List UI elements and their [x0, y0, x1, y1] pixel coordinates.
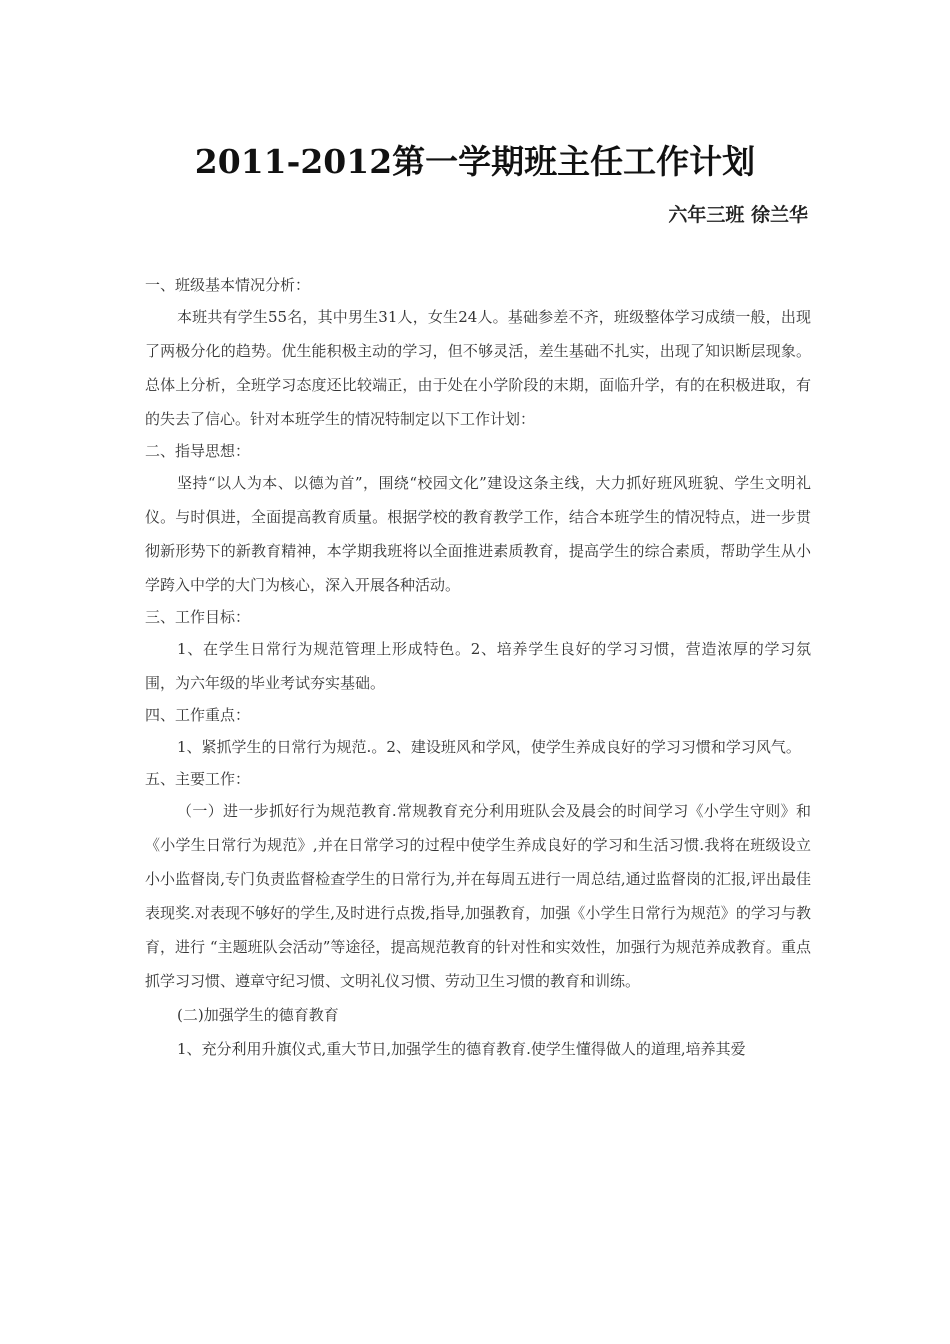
- section-heading: 二、指导思想：: [145, 442, 251, 460]
- document-author: 六年三班 徐兰华: [668, 204, 808, 226]
- paragraph: （一）进一步抓好行为规范教育.常规教育充分利用班队会及晨会的时间学习《小学生守则》和《小学生日常行为规范》,并在日常学习的过程中使学生养成良好的学习和生活习惯.我将在班级设立小小监督岗,专门负责监督检查学生的日常行为,并在每周五进行一周总结,通过监督岗的汇报,评出最佳表现奖.对表现不够好的学生,及时进行点拨,指导,加强教育，加强《小学生日常行为规范》的学习与教育，进行 “主题班队会活动”等途径，提高规范教育的针对性和实效性，加强行为规范养成教育。重点抓学习习惯、遵章守纪习惯、文明礼仪习惯、劳动卫生习惯的教育和训练。: [145, 802, 811, 990]
- paragraph: (二)加强学生的德育教育: [177, 1006, 339, 1024]
- paragraph: 1、在学生日常行为规范管理上形成特色。2、培养学生良好的学习习惯，营造浓厚的学习氛围，为六年级的毕业考试夯实基础。: [145, 640, 811, 692]
- paragraph: 坚持“以人为本、以德为首”，围绕“校园文化”建设这条主线，大力抓好班风班貌、学生文明礼仪。与时俱进，全面提高教育质量。根据学校的教育教学工作，结合本班学生的情况特点，进一步贯彻新形势下的新教育精神，本学期我班将以全面推进素质教育，提高学生的综合素质，帮助学生从小学跨入中学的大门为核心，深入开展各种活动。: [145, 474, 811, 594]
- document-body: [145, 270, 811, 1066]
- section-heading: 三、工作目标：: [145, 608, 251, 626]
- document-title: 2011-2012第一学期班主任工作计划: [194, 142, 756, 181]
- paragraph: 1、紧抓学生的日常行为规范.。2、建设班风和学风，使学生养成良好的学习习惯和学习风气。: [177, 738, 801, 756]
- paragraph: 1、充分利用升旗仪式,重大节日,加强学生的德育教育.使学生懂得做人的道理,培养其爱: [177, 1040, 746, 1058]
- paragraph: 本班共有学生55名，其中男生31人，女生24人。基础参差不齐，班级整体学习成绩一般，出现了两极分化的趋势。优生能积极主动的学习，但不够灵活，差生基础不扎实，出现了知识断层现象。总体上分析，全班学习态度还比较端正，由于处在小学阶段的末期，面临升学，有的在积极进取，有的失去了信心。针对本班学生的情况特制定以下工作计划：: [145, 308, 811, 428]
- section-heading: 一、班级基本情况分析：: [145, 276, 311, 294]
- section-heading: 四、工作重点：: [145, 706, 251, 724]
- section-heading: 五、主要工作：: [145, 770, 251, 788]
